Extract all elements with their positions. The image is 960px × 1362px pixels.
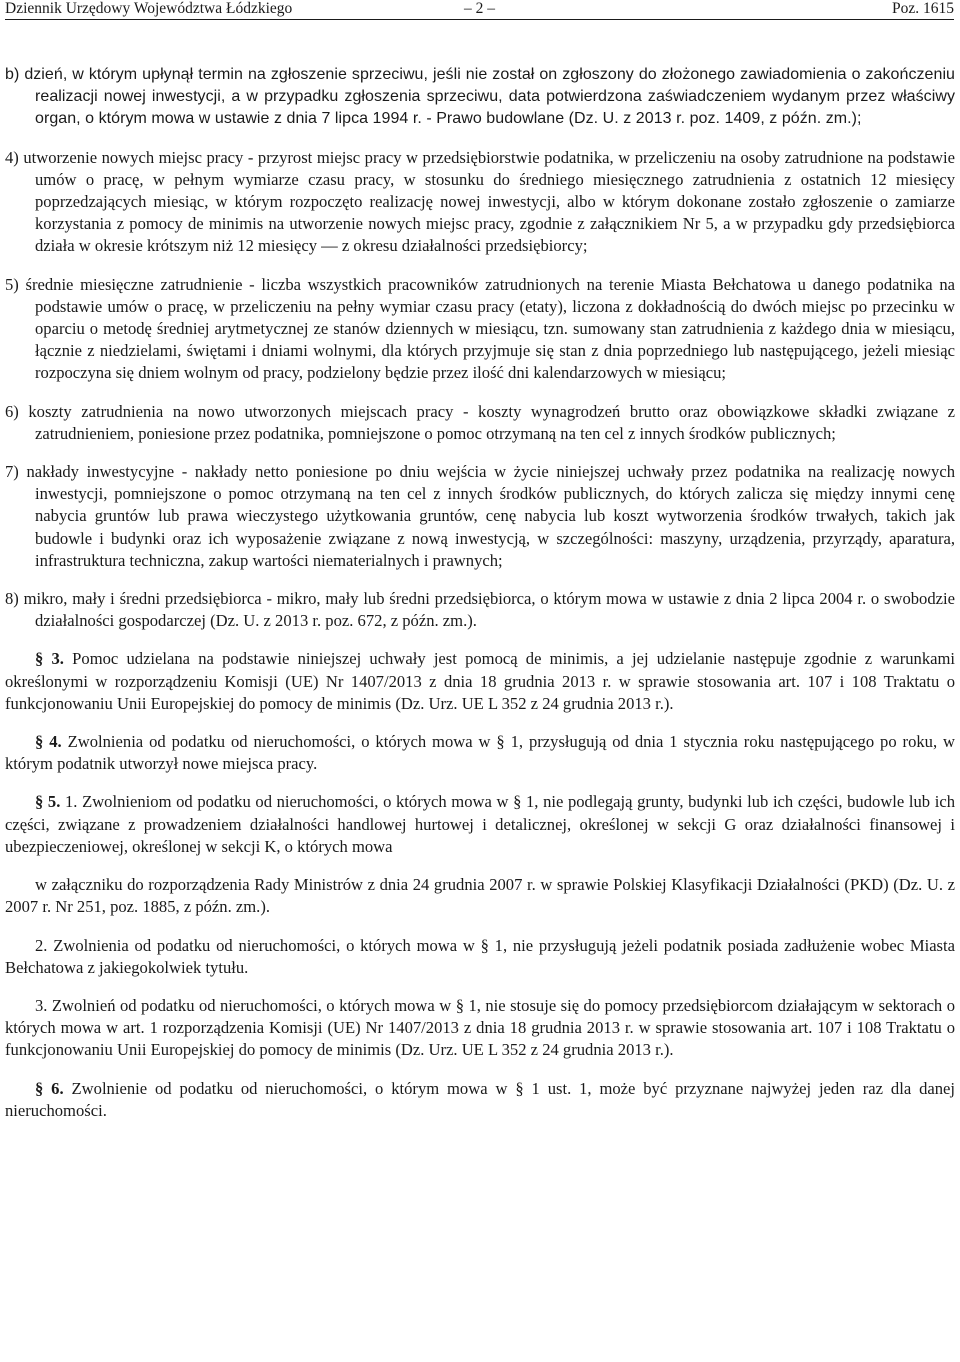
section-5-paragraph-1b: w załączniku do rozporządzenia Rady Ministrów z dnia 24 grudnia 2007 r. w sprawie Polskiej Klasyfikacji Działalności (PKD) (Dz. U. z 2007 r. Nr 251, poz. 1885, z późn. zm.). <box>5 875 955 917</box>
document-body <box>5 64 955 1138</box>
section-6-number: § 6. <box>35 1078 64 1098</box>
definition-item-7: 7) nakłady inwestycyjne - nakłady netto poniesione po dniu wejścia w życie niniejszej uchwały przez podatnika na realizację nowych inwestycji, pomniejszone o pomoc otrzymaną na ten cel z innych środków publicznych, do których zalicza się między innymi cenę nabycia gruntów lub prawa wieczystego użytkowania gruntów, cenę nabycia lub koszt wytworzenia środków trwałych, takich jak budowle i budynki oraz ich wyposażenie związane z nową inwestycją, w szczególności: maszyny, urządzenia, przyrządy, aparatura, infrastruktura techniczna, zakup wartości niematerialnych i prawnych; <box>5 462 955 570</box>
header-rule <box>5 19 954 20</box>
section-3-number: § 3. <box>35 649 64 669</box>
definition-item-4: 4) utworzenie nowych miejsc pracy - przyrost miejsc pracy w przedsiębiorstwie podatnika, w przeliczeniu na osoby zatrudnione na podstawie umów o pracę, w pełnym wymiarze czasu pracy, w stosunku do średniego miesięcznego zatrudnienia z ostatnich 12 miesięcy poprzedzających miesiąc, w którym rozpoczęto realizację nowej inwestycji, albo w którym dokonane zostało zgłoszenie o zamiarze korzystania z pomocy de minimis na utworzenie nowych miejsc pracy, zgodnie z załącznikiem Nr 5, a w przypadku gdy przedsiębiorca działa w okresie krótszym niż 12 miesięcy — z okresu działalności przedsiębiorcy; <box>5 147 955 256</box>
journal-title: Dziennik Urzędowy Województwa Łódzkiego <box>5 0 293 17</box>
section-5-paragraph-3: 3. Zwolnień od podatku od nieruchomości, o których mowa w § 1, nie stosuje się do pomocy przedsiębiorcom działającym w sektorach o których mowa w art. 1 rozporządzenia Komisji (UE) Nr 1407/2013 z dnia 18 grudnia 2013 r. w sprawie stosowania art. 107 i 108 Traktatu o funkcjonowaniu Unii Europejskiej do pomocy de minimis (Dz. Urz. UE L 352 z 24 grudnia 2013 r.). <box>5 995 955 1060</box>
definition-item-b: b) dzień, w którym upłynął termin na zgłoszenie sprzeciwu, jeśli nie został on zgłoszony do złożonego zawiadomienia o zakończeniu realizacji nowej inwestycji, a w przypadku zgłoszenia sprzeciwu, data potwierdzona zaświadczeniem wydanym przez właściwy organ, o którym mowa w ustawie z dnia 7 lipca 1994 r. - Prawo budowlane (Dz. U. z 2013 r. poz. 1409, z późn. zm.); <box>5 66 955 128</box>
section-3-text: Pomoc udzielana na podstawie niniejszej uchwały jest pomocą de minimis, a jej udzielanie następuje zgodnie z warunkami określonymi w rozporządzeniu Komisji (UE) Nr 1407/2013 z dnia 18 grudnia 2013 r. w sprawie stosowania art. 107 i 108 Traktatu o funkcjonowaniu Unii Europejskiej do pomocy de minimis (Dz. Urz. UE L 352 z 24 grudnia 2013 r.). <box>5 649 955 713</box>
section-5-paragraph-1a <box>5 791 955 858</box>
definition-item-8: 8) mikro, mały i średni przedsiębiorca - mikro, mały lub średni przedsiębiorca, o którym mowa w ustawie z dnia 2 lipca 2004 r. o swobodzie działalności gospodarczej (Dz. U. z 2013 r. poz. 672, z późn. zm.). <box>5 589 955 631</box>
section-6-text: Zwolnienie od podatku od nieruchomości, o którym mowa w § 1 ust. 1, może być przyznane najwyżej jeden raz dla danej nieruchomości. <box>5 1078 956 1120</box>
section-5-paragraph-2: 2. Zwolnienia od podatku od nieruchomości, o których mowa w § 1, nie przysługują jeżeli podatnik posiada zadłużenie wobec Miasta Bełchatowa z jakiegokolwiek tytułu. <box>5 935 955 977</box>
position-number: Poz. 1615 <box>892 0 954 17</box>
section-4 <box>5 731 955 775</box>
definition-item-5: 5) średnie miesięczne zatrudnienie - liczba wszystkich pracowników zatrudnionych na terenie Miasta Bełchatowa u danego podatnika na podstawie umów o pracę, w przeliczeniu na pełny wymiar czasu pracy (etaty), liczona z dokładnością do dwóch miejsc po przecinku w oparciu o metodę średniej arytmetycznej ze stanów dziennych w miesiącu, tzn. sumowany stan zatrudnienia z każdego dnia w miesiącu, łącznie z niedzielami, świętami i dniami wolnymi, dla których przyjmuje się stan z dnia poprzedniego lub następującego, jeżeli miesiąc rozpoczyna się dniem wolnym od pracy, podzielony będzie przez ilość dni kalendarzowych w miesiącu; <box>5 274 955 383</box>
page-number: – 2 – <box>464 0 495 17</box>
definition-item-6: 6) koszty zatrudnienia na nowo utworzonych miejscach pracy - koszty wynagrodzeń brutto oraz obowiązkowe składki związane z zatrudnieniem, poniesione przez podatnika, pomniejszone o pomoc otrzymaną na ten cel z innych środków publicznych; <box>5 401 955 443</box>
section-3 <box>5 648 955 715</box>
section-4-number: § 4. <box>35 732 62 752</box>
section-6 <box>5 1078 955 1122</box>
section-5-number: § 5. <box>35 792 61 812</box>
section-4-text: Zwolnienia od podatku od nieruchomości, o których mowa w § 1, przysługują od dnia 1 stycznia roku następującego po roku, w którym podatnik utworzył nowe miejsca pracy. <box>5 732 956 774</box>
section-5-text-1a: 1. Zwolnieniom od podatku od nieruchomości, o których mowa w § 1, nie podlegają grunty, budynki lub ich części, budowle lub ich części, związane z prowadzeniem działalności handlowej hurtowej i detalicznej, określonej w sekcji G oraz działalności finansowej i ubezpieczeniowej, określonej w sekcji K, o których mowa <box>5 792 956 856</box>
page-header <box>5 0 954 18</box>
